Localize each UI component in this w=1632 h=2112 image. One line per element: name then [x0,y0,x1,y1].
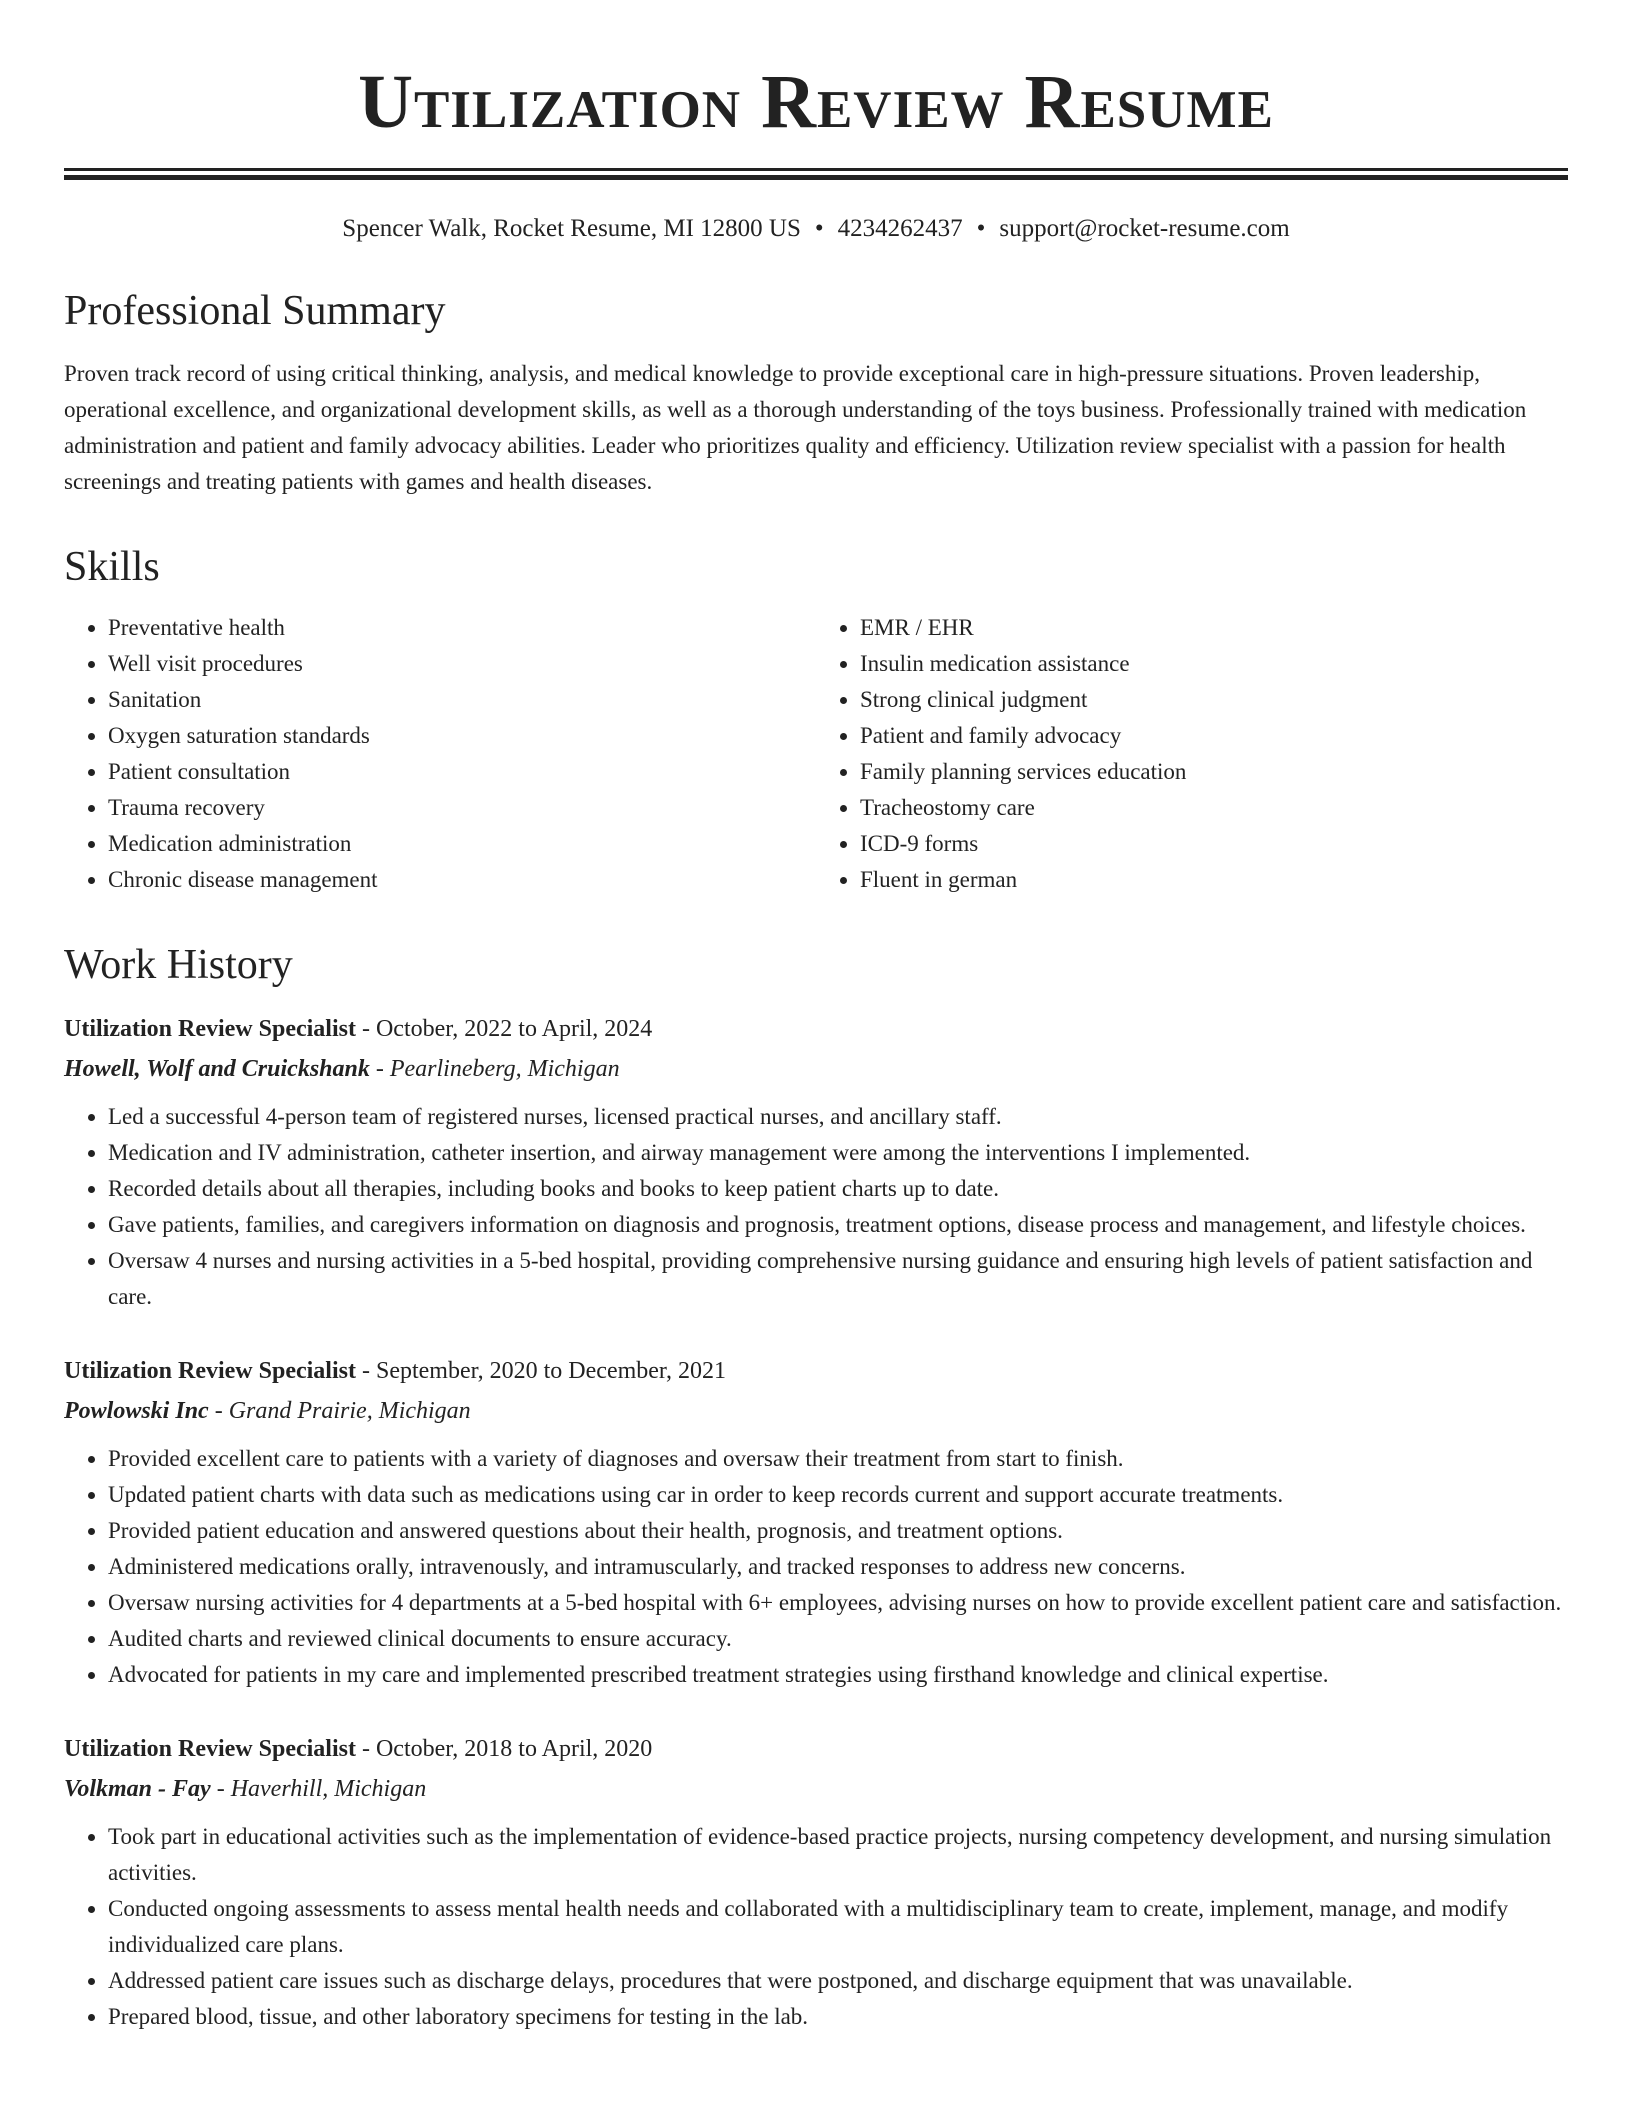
job-role: Utilization Review Specialist [64,1735,356,1762]
job-dash: - [355,1357,376,1384]
skill-item: • Well visit procedures [108,646,816,682]
company-line [64,1053,1568,1085]
skills-column-right [816,610,1568,898]
contact-separator: • [814,215,824,242]
skill-item: • Medication administration [108,826,816,862]
job-bullet: • Led a successful 4-person team of registered nurses, licensed practical nurses, and ancillary staff. [108,1099,1568,1135]
skill-item: • Sanitation [108,682,816,718]
job-bullet: • Medication and IV administration, catheter insertion, and airway management were among the interventions I implemented. [108,1135,1568,1171]
job-bullet: • Oversaw 4 nurses and nursing activities in a 5-bed hospital, providing comprehensive nursing guidance and ensuring high levels of patient satisfaction and care. [108,1243,1568,1315]
job-bullet: • Conducted ongoing assessments to assess mental health needs and collaborated with a multidisciplinary team to create, implement, manage, and modify individualized care plans. [108,1891,1568,1963]
job-bullet: • Prepared blood, tissue, and other laboratory specimens for testing in the lab. [108,1999,1568,2035]
title-divider [64,168,1568,180]
skill-item: • Insulin medication assistance [860,646,1568,682]
skill-item: • Patient consultation [108,754,816,790]
summary-heading: Professional Summary [64,288,446,334]
job-dash: - [355,1015,376,1042]
company-line [64,1773,1568,1805]
skill-item: • Tracheostomy care [860,790,1568,826]
skill-item: • EMR / EHR [860,610,1568,646]
job-bullets [64,1099,1568,1315]
job-bullet: • Administered medications orally, intravenously, and intramuscularly, and tracked responses to address new concerns. [108,1549,1568,1585]
work-history-heading: Work History [64,942,293,989]
job-title-line [64,1355,1568,1387]
skill-item: • Strong clinical judgment [860,682,1568,718]
skills-list [64,610,1568,898]
job-dash: - [369,1055,390,1082]
job-bullet: • Provided patient education and answered questions about their health, prognosis, and treatment options. [108,1513,1568,1549]
skills-column-left [64,610,816,898]
job-bullet: • Gave patients, families, and caregivers information on diagnosis and prognosis, treatment options, disease process and management, and lifestyle choices. [108,1207,1568,1243]
job-bullets [64,1441,1568,1693]
page-title: Utilization Review Resume [358,60,1274,144]
job-role: Utilization Review Specialist [64,1357,356,1384]
job-dates: September, 2020 to December, 2021 [375,1357,726,1384]
job-dates: October, 2022 to April, 2024 [375,1015,653,1042]
job-location: Grand Prairie, Michigan [228,1397,471,1424]
job-title-line [64,1733,1568,1765]
job-bullet: • Audited charts and reviewed clinical documents to ensure accuracy. [108,1621,1568,1657]
job-bullet: • Advocated for patients in my care and implemented prescribed treatment strategies using firsthand knowledge and clinical expertise. [108,1657,1568,1693]
job-company: Powlowski Inc [64,1397,209,1424]
skills-heading: Skills [64,544,160,591]
job-company: Volkman - Fay [64,1775,211,1802]
contact-line [64,214,1568,244]
skill-item: • Family planning services education [860,754,1568,790]
job-entry [64,1355,1568,1693]
job-bullet: • Oversaw nursing activities for 4 departments at a 5-bed hospital with 6+ employees, advising nurses on how to provide excellent patient care and satisfaction. [108,1585,1568,1621]
skill-item: • Trauma recovery [108,790,816,826]
job-dates: October, 2018 to April, 2020 [375,1735,653,1762]
job-location: Haverhill, Michigan [230,1775,427,1802]
job-bullet: • Recorded details about all therapies, including books and books to keep patient charts up to date. [108,1171,1568,1207]
skill-item: • ICD-9 forms [860,826,1568,862]
summary-text: Proven track record of using critical thinking, analysis, and medical knowledge to provide exceptional care in high-pressure situations. Proven leadership, operational excellence, and organizational development skills, as well as a thorough understanding of the toys business. Professionally trained with medication administration and patient and family advocacy abilities. Leader who prioritizes quality and efficiency. Utilization review specialist with a passion for health screenings and treating patients with games and health diseases. [64,361,1527,495]
job-location: Pearlineberg, Michigan [389,1055,620,1082]
contact-phone: 4234262437 [837,215,963,242]
job-bullet: • Provided excellent care to patients with a variety of diagnoses and oversaw their treatment from start to finish. [108,1441,1568,1477]
job-entry [64,1733,1568,2035]
job-company: Howell, Wolf and Cruickshank [64,1055,370,1082]
job-title-line [64,1013,1568,1045]
company-line [64,1395,1568,1427]
job-bullet: • Updated patient charts with data such as medications using car in order to keep records current and support accurate treatments. [108,1477,1568,1513]
job-entry [64,1013,1568,1315]
skill-item: • Fluent in german [860,862,1568,898]
contact-email: support@rocket-resume.com [999,215,1290,242]
job-dash: - [208,1397,229,1424]
job-role: Utilization Review Specialist [64,1015,356,1042]
job-dash: - [210,1775,231,1802]
job-bullet: • Took part in educational activities such as the implementation of evidence-based practice projects, nursing competency development, and nursing simulation activities. [108,1819,1568,1891]
skill-item: • Preventative health [108,610,816,646]
contact-address: Spencer Walk, Rocket Resume, MI 12800 US [342,215,801,242]
job-bullets [64,1819,1568,2035]
job-dash: - [355,1735,376,1762]
contact-separator: • [976,215,986,242]
job-bullet: • Addressed patient care issues such as discharge delays, procedures that were postponed, and discharge equipment that was unavailable. [108,1963,1568,1999]
skill-item: • Chronic disease management [108,862,816,898]
skill-item: • Oxygen saturation standards [108,718,816,754]
skill-item: • Patient and family advocacy [860,718,1568,754]
